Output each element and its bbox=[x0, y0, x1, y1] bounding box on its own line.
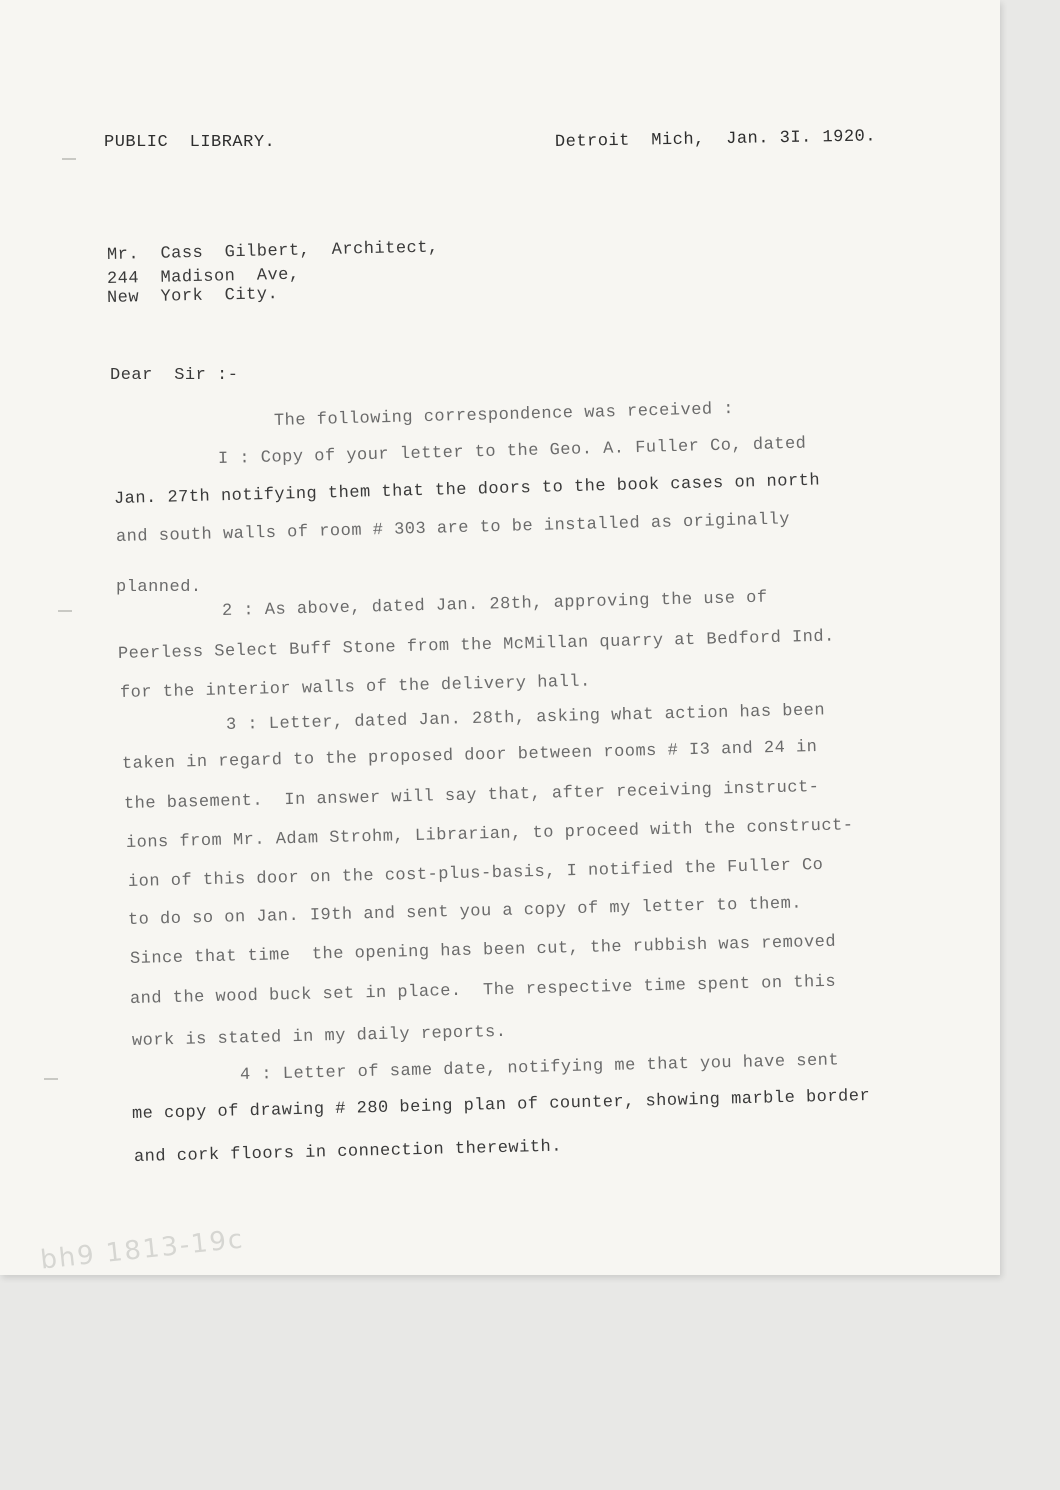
letter-date: Detroit Mich, Jan. 3I. 1920. bbox=[554, 127, 877, 152]
letterhead-org: PUBLIC LIBRARY. bbox=[104, 133, 276, 152]
recipient-line: Mr. Cass Gilbert, Architect, bbox=[106, 238, 439, 265]
body-line: The following correspondence was received : bbox=[273, 399, 735, 431]
body-line: Since that time the opening has been cut, the rubbish was removed bbox=[129, 932, 837, 969]
body-line: and the wood buck set in place. The respective time spent on this bbox=[129, 972, 837, 1009]
fold-mark bbox=[58, 610, 72, 612]
body-line: 4 : Letter of same date, notifying me that you have sent bbox=[239, 1051, 840, 1085]
fold-mark bbox=[62, 158, 76, 160]
body-line: Jan. 27th notifying them that the doors to the book cases on north bbox=[113, 471, 821, 509]
salutation: Dear Sir :- bbox=[110, 366, 239, 385]
body-line: ions from Mr. Adam Strohm, Librarian, to proceed with the construct- bbox=[125, 816, 854, 853]
body-line: ion of this door on the cost-plus-basis, I notified the Fuller Co bbox=[127, 856, 824, 892]
body-line: Peerless Select Buff Stone from the McMillan quarry at Bedford Ind. bbox=[117, 627, 836, 664]
body-line: and cork floors in connection therewith. bbox=[133, 1137, 563, 1167]
recipient-line: New York City. bbox=[106, 285, 279, 308]
body-line: taken in regard to the proposed door between rooms # I3 and 24 in bbox=[121, 738, 818, 774]
body-line: I : Copy of your letter to the Geo. A. Fuller Co, dated bbox=[217, 434, 807, 469]
body-line: me copy of drawing # 280 being plan of counter, showing marble border bbox=[131, 1086, 871, 1124]
body-line: 3 : Letter, dated Jan. 28th, asking what action has been bbox=[225, 701, 826, 735]
fold-mark bbox=[44, 1078, 58, 1080]
body-line: for the interior walls of the delivery hall. bbox=[119, 672, 591, 703]
body-line: the basement. In answer will say that, after receiving instruct- bbox=[123, 778, 820, 814]
body-line: planned. bbox=[116, 578, 202, 597]
body-line: work is stated in my daily reports. bbox=[131, 1022, 507, 1051]
body-line: to do so on Jan. I9th and sent you a copy of my letter to them. bbox=[127, 894, 803, 930]
recipient-line: 244 Madison Ave, bbox=[106, 265, 300, 289]
archive-stamp: bh9 1813-19c bbox=[38, 1224, 246, 1276]
body-line: 2 : As above, dated Jan. 28th, approving the use of bbox=[221, 588, 768, 621]
body-line: and south walls of room # 303 are to be installed as originally bbox=[115, 510, 791, 547]
